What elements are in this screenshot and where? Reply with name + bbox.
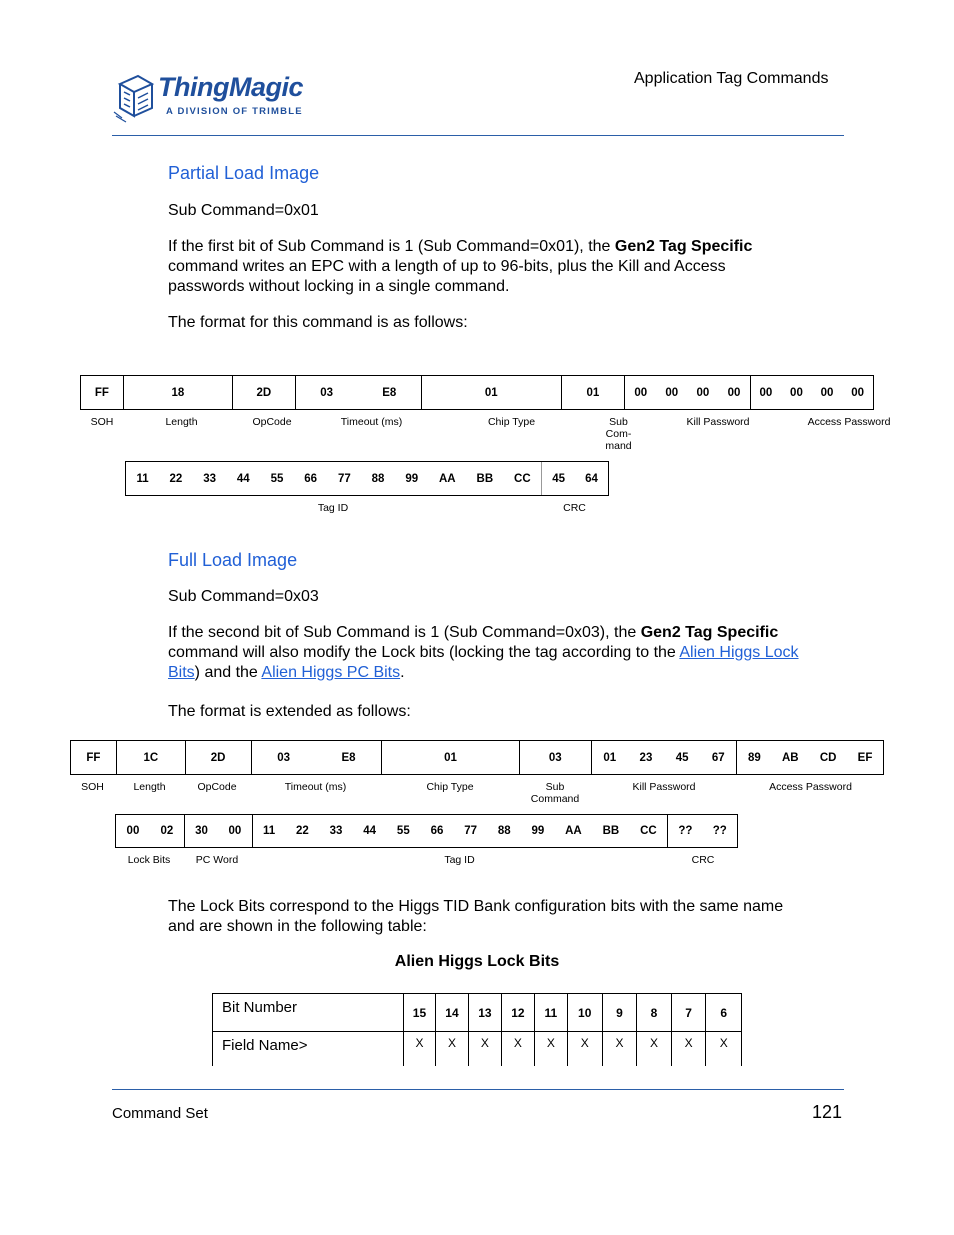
byte-value: 99 [531,825,545,837]
field-label: OpCode [197,781,237,793]
field-name-cell: X [637,1032,672,1067]
byte-value: 77 [337,472,351,485]
field-label: Kill Password [686,416,750,428]
logo-cube-icon [112,68,158,124]
page-number: 121 [811,1102,842,1122]
byte-value: 01 [484,386,498,399]
field-label: Length [165,416,198,428]
packet-field [116,741,185,774]
full-heading: Full Load Image [168,550,298,570]
byte-value: 01 [444,751,457,764]
field-label: Access Password [769,781,852,793]
packet-field [750,376,873,409]
byte-value: 99 [405,472,419,485]
field-label: Kill Password [632,781,696,793]
byte-value: BB [476,472,494,485]
field-name-cell: X [403,1032,435,1067]
byte-value: 00 [790,386,803,399]
byte-value: 00 [727,386,741,399]
field-label: SOH [81,781,104,793]
partial-packet-row-2 [125,461,609,496]
full-description: If the second bit of Sub Command is 1 (Sub Command=0x03), the Gen2 Tag Specific command will also modify the Lock bits (locking the tag according to the Alien Higgs Lock Bits) and the Alien Higgs PC Bits. [168,624,799,681]
byte-value: 66 [304,472,318,485]
field-name-cell: X [435,1032,468,1067]
byte-value: 89 [747,751,761,764]
field-name-cell: X [534,1032,567,1067]
full-packet-row-2 [115,814,738,848]
partial-packet-row-1 [80,375,874,410]
byte-value: 55 [270,472,284,485]
byte-value: 11 [262,825,276,837]
byte-value: 66 [430,825,444,837]
field-label: SOH [90,416,114,428]
byte-value: 30 [195,825,208,837]
byte-value: 64 [585,472,598,485]
byte-value: EF [857,751,873,764]
byte-value: 01 [603,751,617,764]
field-label: PC Word [195,854,239,866]
footer-section: Command Set [112,1105,208,1122]
byte-value: 22 [169,472,183,485]
packet-field [421,376,561,409]
byte-value: 00 [228,825,242,837]
bit-number-cell: 6 [706,994,742,1032]
bit-number-cell: 10 [567,994,602,1032]
field-name-cell: X [706,1032,742,1067]
bit-number-cell: 8 [637,994,672,1032]
field-label: Access Password [807,416,891,428]
byte-value: 00 [665,386,679,399]
footer-rule [112,1089,844,1090]
field-label: Tag ID [317,502,349,514]
byte-value: 45 [675,751,689,764]
partial-heading: Partial Load Image [168,163,320,183]
byte-value: E8 [382,386,397,399]
packet-field [81,376,123,409]
field-name-cell: X [602,1032,637,1067]
byte-value: 88 [497,825,511,837]
byte-value: 00 [759,386,773,399]
field-label: CRC [691,854,715,866]
packet-field [561,376,625,409]
byte-value: 77 [464,825,477,837]
lockbits-intro: The Lock Bits correspond to the Higgs TID Bank configuration bits with the same name and are shown in the following table: [168,898,784,935]
byte-value: 03 [320,386,334,399]
packet-field [184,815,252,847]
field-name-header: Field Name> [213,1032,404,1067]
header-rule [112,135,844,136]
byte-value: 23 [639,751,653,764]
field-label: Lock Bits [127,854,171,866]
byte-value: CD [819,751,837,764]
lockbits-table [212,993,742,1066]
byte-value: 00 [851,386,865,399]
byte-value: AA [565,825,582,837]
byte-value: 44 [363,825,377,837]
byte-value: ?? [678,825,693,837]
bit-number-cell: 15 [403,994,435,1032]
byte-value: 1C [143,751,159,764]
logo-tagline: A DIVISION OF TRIMBLE [166,106,303,117]
byte-value: 01 [586,386,600,399]
partial-format-intro: The format for this command is as follows: [168,314,468,331]
bit-number-cell: 7 [671,994,706,1032]
field-label: Sub Command [530,781,580,805]
packet-field [123,376,232,409]
alien-higgs-lock-bits-link[interactable]: Alien Higgs Lock [679,644,799,661]
lockbits-table-title: Alien Higgs Lock Bits [394,953,560,970]
byte-value: 03 [548,751,562,764]
byte-value: FF [94,386,109,399]
byte-value: 22 [296,825,309,837]
bit-number-cell: 13 [468,994,501,1032]
packet-field [185,741,251,774]
partial-description: If the first bit of Sub Command is 1 (Sub Command=0x01), the Gen2 Tag Specific command writes an EPC with a length of up to 96-bits, plus the Kill and Access passwords without locking in a single command. [168,238,753,295]
packet-field [381,741,519,774]
byte-value: FF [86,751,101,764]
byte-value: AA [439,472,456,485]
byte-value: 11 [136,472,149,485]
byte-value: 00 [820,386,834,399]
byte-value: E8 [341,751,356,764]
full-subcommand: Sub Command=0x03 [168,588,319,605]
bit-number-cell: 11 [534,994,567,1032]
packet-field [252,815,668,847]
packet-field [116,815,184,847]
byte-value: 33 [329,825,343,837]
packet-field [251,741,382,774]
partial-subcommand: Sub Command=0x01 [168,202,319,219]
byte-value: 33 [203,472,216,485]
byte-value: 18 [171,386,185,399]
byte-value: ?? [712,825,727,837]
byte-value: 55 [396,825,410,837]
packet-field [519,741,591,774]
field-label: Chip Type [487,416,536,428]
full-format-intro: The format is extended as follows: [168,703,411,720]
packet-field [736,741,883,774]
field-label: Chip Type [426,781,474,793]
field-name-cell: X [567,1032,602,1067]
thingmagic-logo [112,68,312,124]
byte-value: 45 [552,472,565,485]
packet-field [71,741,116,774]
full-packet-row-1 [70,740,884,775]
byte-value: CC [640,825,657,837]
packet-field [541,462,608,495]
byte-value: 2D [256,386,272,399]
packet-field [295,376,421,409]
packet-field [624,376,749,409]
byte-value: 03 [277,751,291,764]
bit-number-cell: 12 [501,994,534,1032]
field-label: Sub Com- mand [605,416,632,452]
byte-value: 00 [126,825,140,837]
field-name-cell: X [501,1032,534,1067]
byte-value: 2D [210,751,226,764]
field-name-cell: X [468,1032,501,1067]
field-label: Timeout (ms) [340,416,403,428]
byte-value: 00 [696,386,710,399]
field-label: Timeout (ms) [284,781,347,793]
field-label: OpCode [252,416,292,428]
bit-number-cell: 14 [435,994,468,1032]
alien-higgs-lock-bits-link-cont[interactable]: Bits [168,664,195,681]
byte-value: 67 [711,751,725,764]
field-label: Length [133,781,166,793]
byte-value: 02 [160,825,174,837]
field-name-cell: X [671,1032,706,1067]
byte-value: BB [602,825,620,837]
packet-field [126,462,541,495]
byte-value: AB [781,751,799,764]
byte-value: 88 [371,472,385,485]
packet-field [591,741,737,774]
byte-value: CC [514,472,531,485]
packet-field [667,815,737,847]
section-title: Application Tag Commands [634,70,829,87]
logo-wordmark: ThingMagic [158,72,303,102]
alien-higgs-pc-bits-link[interactable]: Alien Higgs PC Bits [261,664,401,681]
field-label: CRC [563,502,586,514]
bit-number-cell: 9 [602,994,637,1032]
bit-number-header: Bit Number [213,994,404,1032]
byte-value: 44 [236,472,250,485]
byte-value: 00 [634,386,648,399]
field-label: Tag ID [444,854,475,866]
packet-field [232,376,295,409]
